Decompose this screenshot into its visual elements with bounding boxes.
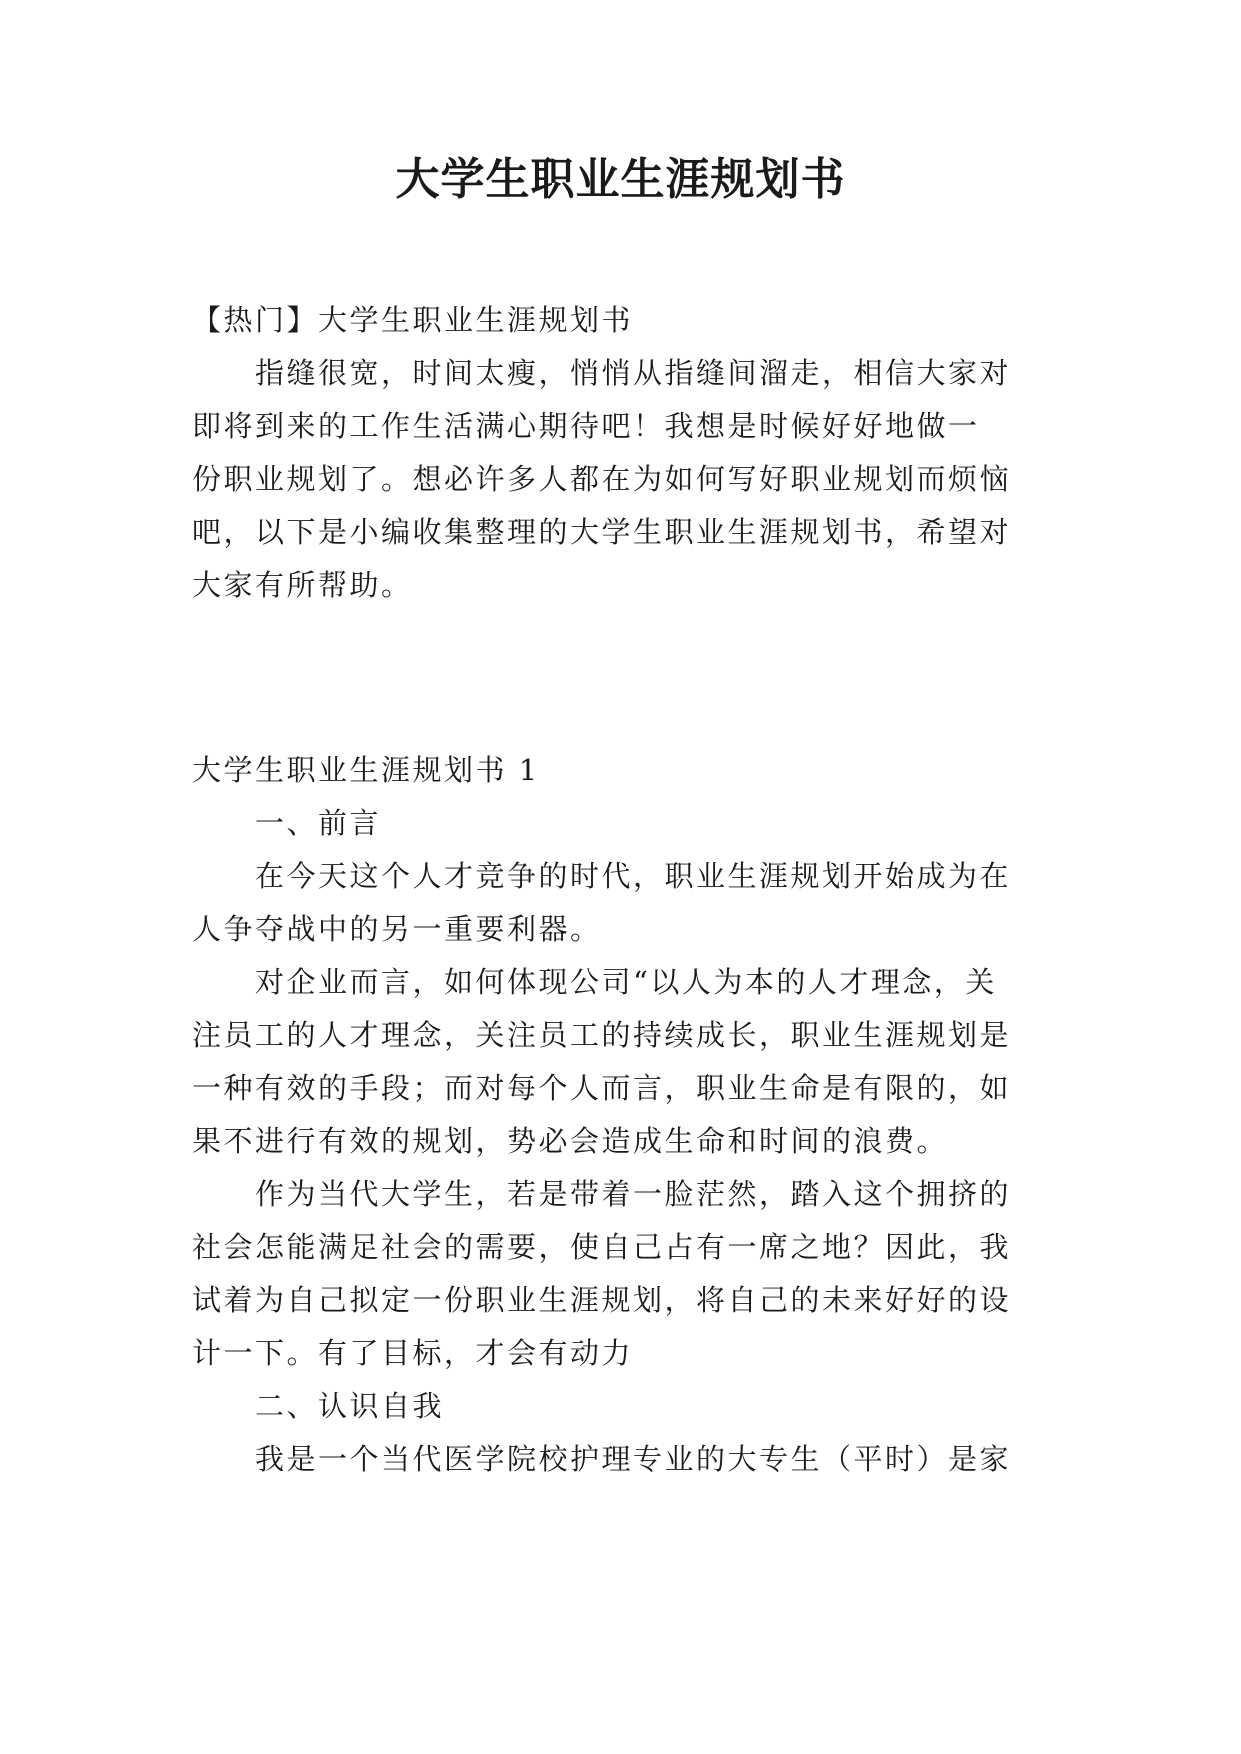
para-3-line-3: 试着为自己拟定一份职业生涯规划，将自己的未来好好的设 xyxy=(192,1283,1012,1317)
para-1-line-2: 人争夺战中的另一重要利器。 xyxy=(192,912,602,946)
para-2-line-2: 注员工的人才理念，关注员工的持续成长，职业生涯规划是 xyxy=(192,1018,1012,1052)
para-3-line-1: 作为当代大学生，若是带着一脸茫然，踏入这个拥挤的 xyxy=(255,1177,1012,1211)
para-3-line-4: 计一下。有了目标，才会有动力 xyxy=(192,1336,634,1370)
section-title: 大学生职业生涯规划书 1 xyxy=(192,753,540,787)
para-2-line-3: 一种有效的手段；而对每个人而言，职业生命是有限的，如 xyxy=(192,1071,1012,1105)
intro-line-2: 即将到来的工作生活满心期待吧！我想是时候好好地做一 xyxy=(192,409,980,443)
para-1-line-1: 在今天这个人才竞争的时代，职业生涯规划开始成为在 xyxy=(255,859,1012,893)
para-3-line-2: 社会怎能满足社会的需要，使自己占有一席之地？因此，我 xyxy=(192,1230,1012,1264)
heading-self-knowledge: 二、认识自我 xyxy=(255,1389,445,1423)
heading-preface: 一、前言 xyxy=(255,806,382,840)
document-subtitle: 【热门】大学生职业生涯规划书 xyxy=(192,303,634,337)
intro-line-3: 份职业规划了。想必许多人都在为如何写好职业规划而烦恼 xyxy=(192,462,1012,496)
intro-line-4: 吧，以下是小编收集整理的大学生职业生涯规划书，希望对 xyxy=(192,515,1012,549)
para-2-line-4: 果不进行有效的规划，势必会造成生命和时间的浪费。 xyxy=(192,1124,949,1158)
intro-line-1: 指缝很宽，时间太瘦，悄悄从指缝间溜走，相信大家对 xyxy=(255,356,1012,390)
para-2-line-1: 对企业而言，如何体现公司“以人为本的人才理念，关 xyxy=(255,965,997,999)
para-4-line-1: 我是一个当代医学院校护理专业的大专生（平时）是家 xyxy=(255,1442,1012,1476)
intro-line-5: 大家有所帮助。 xyxy=(192,568,413,602)
document-title: 大学生职业生涯规划书 xyxy=(395,154,846,205)
